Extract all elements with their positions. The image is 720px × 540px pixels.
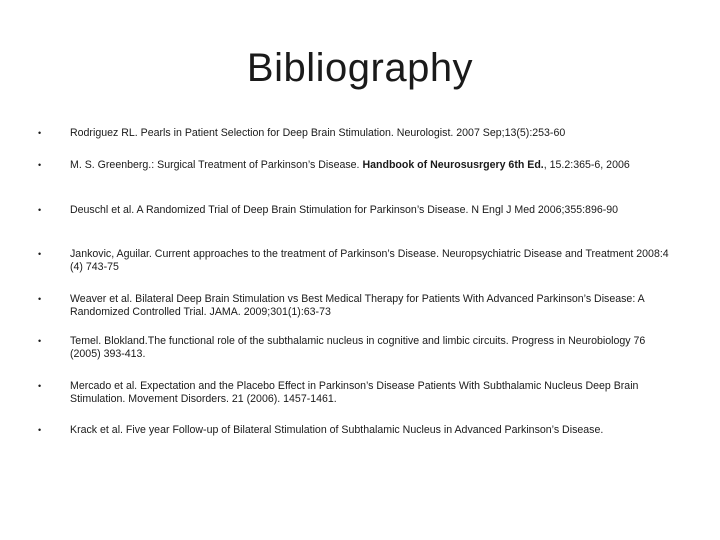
reference-text: Rodriguez RL. Pearls in Patient Selection for Deep Brain Stimulation. Neurologist. 2007 Sep;13(5):253-60 <box>70 127 566 139</box>
slide-title: Bibliography <box>246 46 474 90</box>
reference-text: Krack et al. Five year Follow-up of Bilateral Stimulation of Subthalamic Nucleus in Advanced Parkinson’s Disease. <box>70 424 604 436</box>
reference-item <box>38 127 678 140</box>
bullet-icon: • <box>38 294 42 304</box>
reference-item <box>38 293 678 318</box>
reference-item <box>38 159 678 172</box>
reference-text <box>70 159 676 172</box>
bullet-icon: • <box>38 249 42 259</box>
bullet-icon: • <box>38 336 42 346</box>
reference-text-part: M. S. Greenberg.: Surgical Treatment of Parkinson’s Disease. <box>70 159 363 171</box>
reference-text: Weaver et al. Bilateral Deep Brain Stimulation vs Best Medical Therapy for Patients With Advanced Parkinson’s Disease: A Randomized Controlled Trial. JAMA. 2009;301(1):63-73 <box>70 293 645 318</box>
reference-text-part: , 15.2:365-6, 2006 <box>543 159 630 171</box>
bullet-icon: • <box>38 128 42 138</box>
reference-text: Deuschl et al. A Randomized Trial of Deep Brain Stimulation for Parkinson’s Disease. N Engl J Med 2006;355:896-90 <box>70 204 619 216</box>
reference-item <box>38 204 678 217</box>
bullet-icon: • <box>38 425 42 435</box>
bullet-icon: • <box>38 160 42 170</box>
reference-item <box>38 380 678 405</box>
reference-item <box>38 424 678 437</box>
reference-text: Jankovic, Aguilar. Current approaches to the treatment of Parkinson’s Disease. Neuropsychiatric Disease and Treatment 2008:4 (4) 743-75 <box>70 248 669 273</box>
reference-item <box>38 248 678 273</box>
reference-item <box>38 335 678 360</box>
reference-text: Temel. Blokland.The functional role of the subthalamic nucleus in cognitive and limbic circuits. Progress in Neurobiology 76 (2005) 393-413. <box>70 335 646 360</box>
reference-text: Mercado et al. Expectation and the Placebo Effect in Parkinson’s Disease Patients With Subthalamic Nucleus Deep Brain Stimulation. Movement Disorders. 21 (2006). 1457-1461. <box>70 380 639 405</box>
bullet-icon: • <box>38 205 42 215</box>
bullet-icon: • <box>38 381 42 391</box>
reference-source-title: Handbook of Neurosusrgery 6th Ed. <box>362 159 544 171</box>
